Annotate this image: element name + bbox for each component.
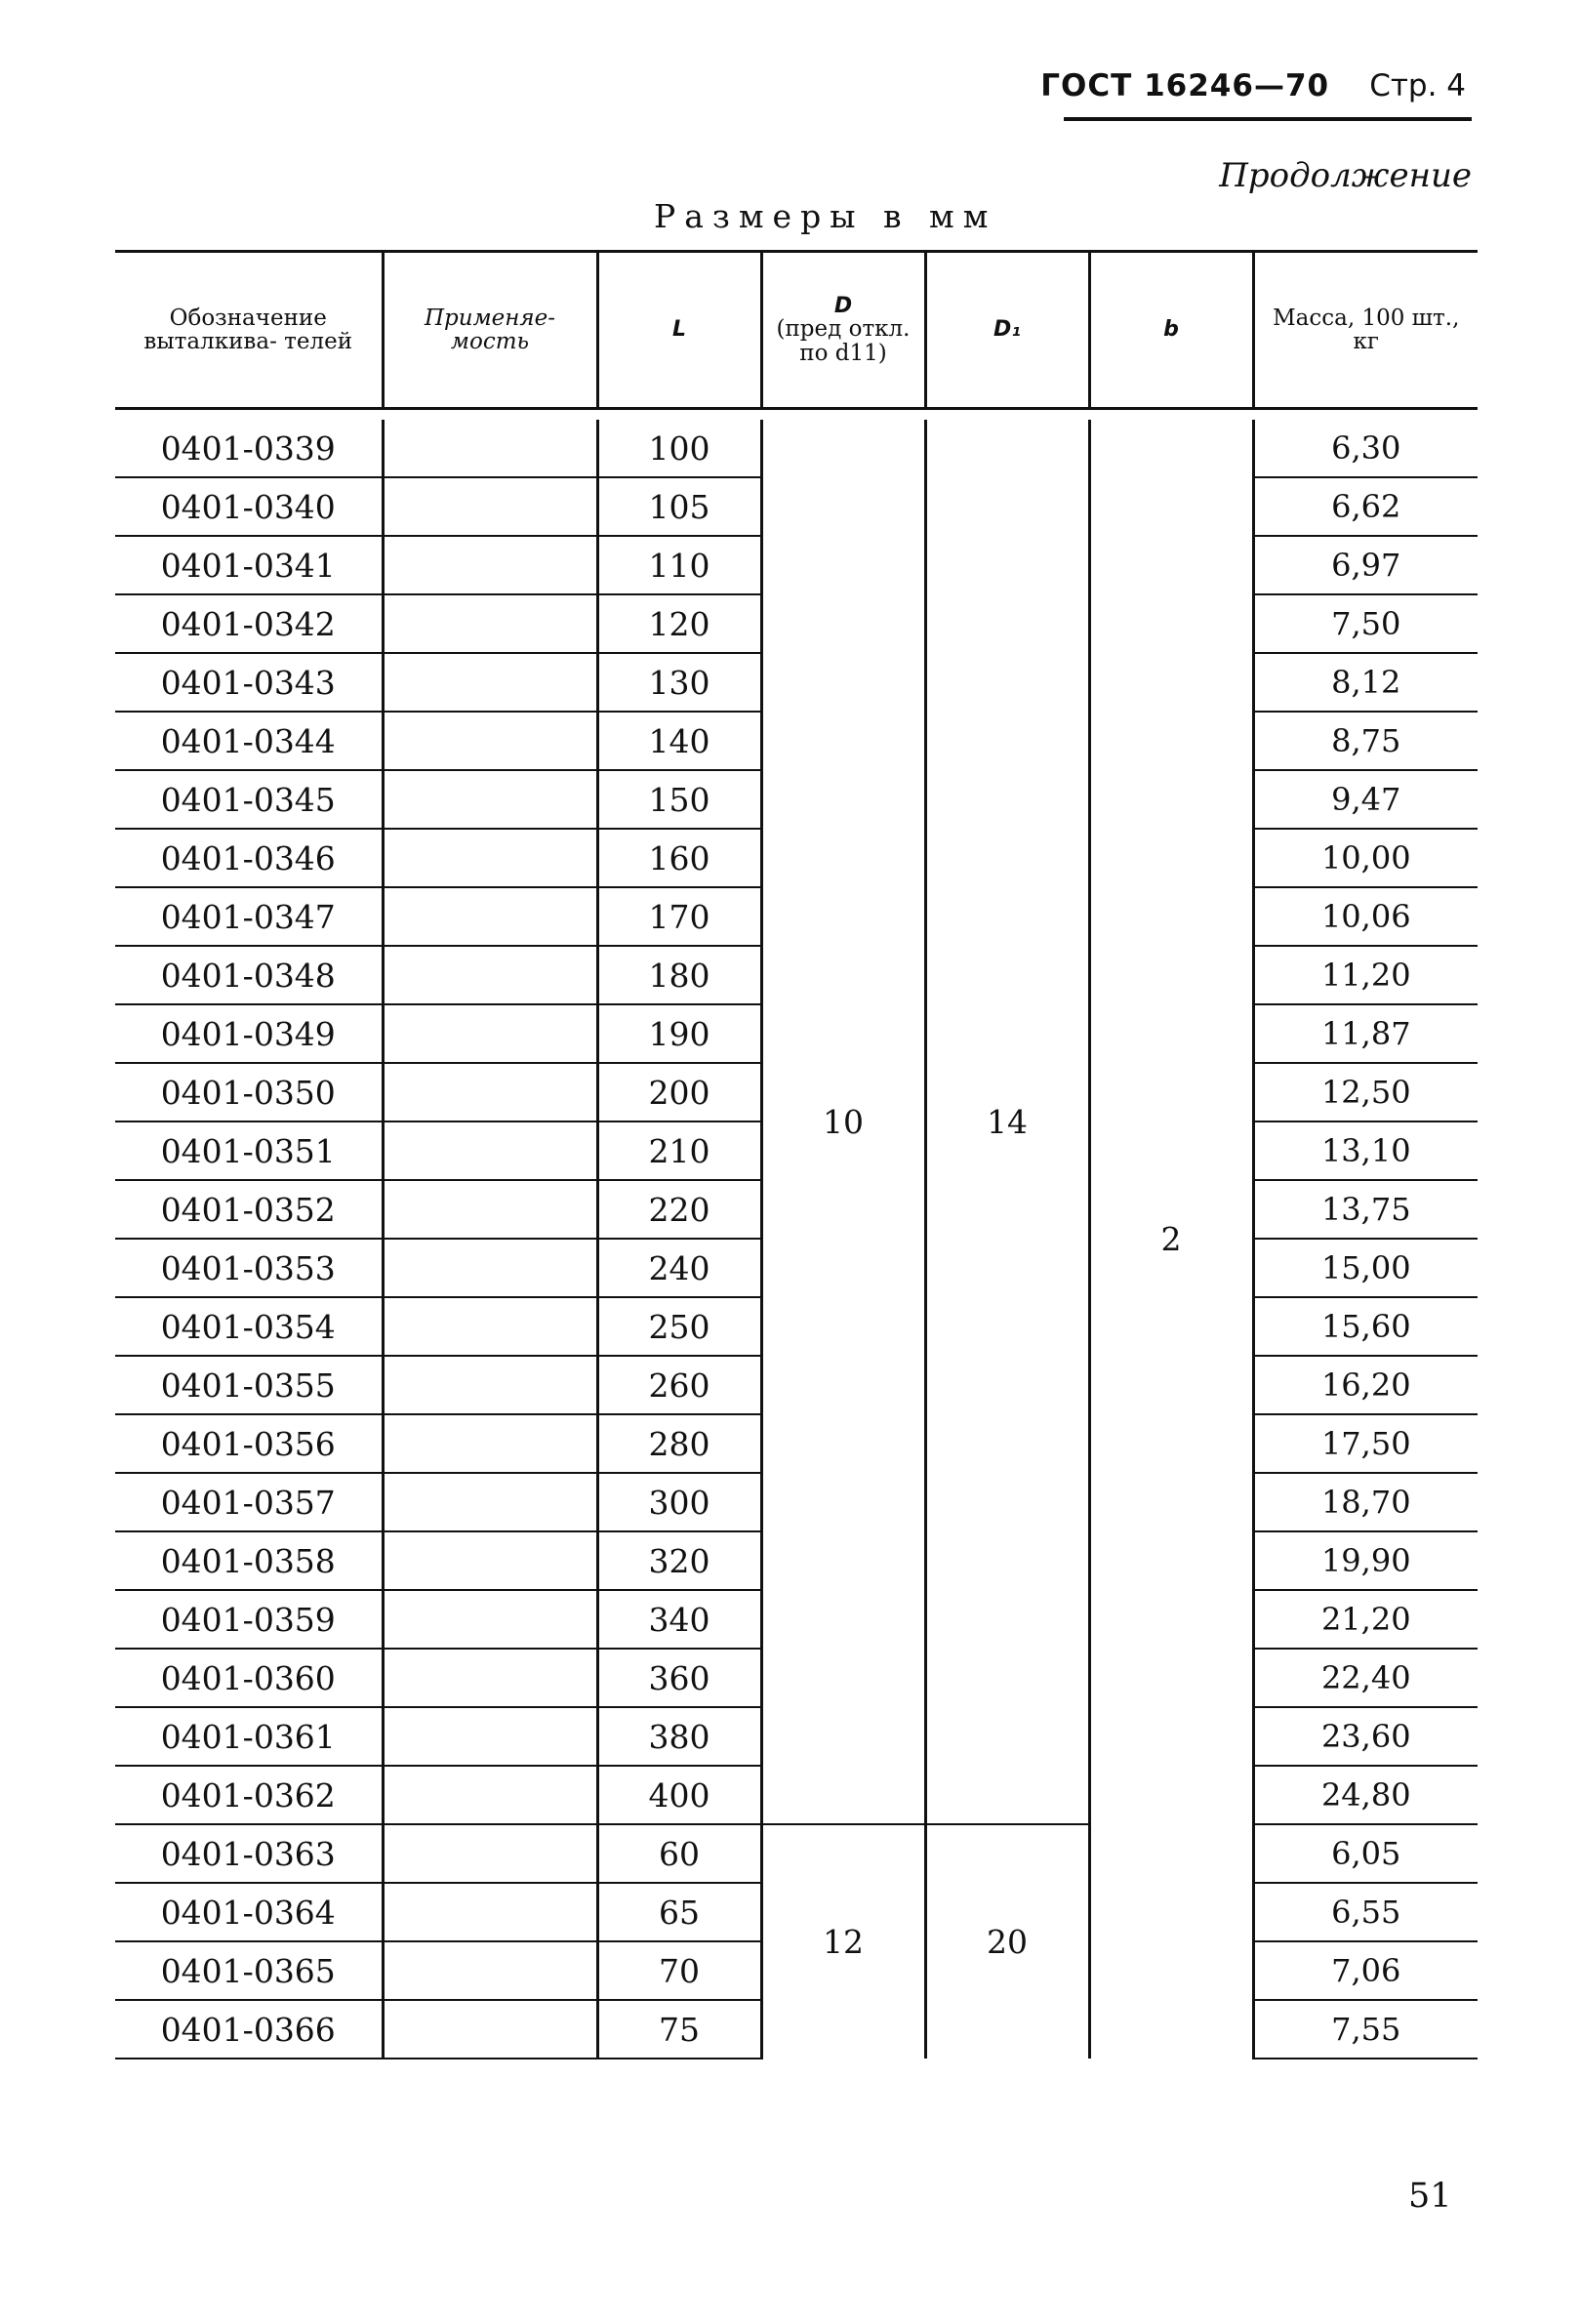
row-mass: 11,87 <box>1253 1004 1478 1063</box>
row-code: 0401-0356 <box>115 1414 383 1473</box>
row-mass: 6,62 <box>1253 477 1478 536</box>
row-mass: 13,10 <box>1253 1121 1478 1180</box>
continuation-label: Продолжение <box>1219 156 1472 195</box>
row-L: 210 <box>597 1121 761 1180</box>
row-L: 105 <box>597 477 761 536</box>
row-code: 0401-0348 <box>115 946 383 1004</box>
row-mass: 7,55 <box>1253 2000 1478 2059</box>
row-L: 150 <box>597 770 761 829</box>
row-code: 0401-0352 <box>115 1180 383 1239</box>
dimensions-table <box>115 250 1478 2059</box>
row-mass: 10,00 <box>1253 829 1478 887</box>
row-applicability <box>383 1414 597 1473</box>
row-applicability <box>383 1473 597 1531</box>
row-code: 0401-0364 <box>115 1883 383 1941</box>
row-L: 260 <box>597 1356 761 1414</box>
row-mass: 15,00 <box>1253 1239 1478 1297</box>
row-mass: 15,60 <box>1253 1297 1478 1356</box>
col-header-L: L <box>597 252 761 409</box>
row-code: 0401-0351 <box>115 1121 383 1180</box>
row-code: 0401-0354 <box>115 1297 383 1356</box>
row-code: 0401-0362 <box>115 1766 383 1824</box>
row-L: 120 <box>597 594 761 653</box>
row-L: 340 <box>597 1590 761 1649</box>
col-header-code: Обозначение выталкива- телей <box>115 252 383 409</box>
row-L: 170 <box>597 887 761 946</box>
col-header-mass: Масса, 100 шт., кг <box>1253 252 1478 409</box>
header-rule <box>1064 117 1472 121</box>
row-L: 320 <box>597 1531 761 1590</box>
row-applicability <box>383 1649 597 1707</box>
row-L: 300 <box>597 1473 761 1531</box>
row-L: 220 <box>597 1180 761 1239</box>
row-applicability <box>383 829 597 887</box>
row-L: 75 <box>597 2000 761 2059</box>
row-applicability <box>383 536 597 594</box>
col-header-D <box>761 252 925 409</box>
row-mass: 10,06 <box>1253 887 1478 946</box>
row-L: 360 <box>597 1649 761 1707</box>
row-L: 140 <box>597 712 761 770</box>
row-L: 250 <box>597 1297 761 1356</box>
row-mass: 6,30 <box>1253 420 1478 477</box>
col-header-b: b <box>1089 252 1253 409</box>
row-L: 65 <box>597 1883 761 1941</box>
row-L: 110 <box>597 536 761 594</box>
col-header-applicability: Применяе- мость <box>383 252 597 409</box>
standard-designation: ГОСТ 16246—70 <box>1040 68 1330 103</box>
row-L: 280 <box>597 1414 761 1473</box>
col-header-D-note: (пред откл. по d11) <box>776 316 911 366</box>
cell-D1: 20 <box>925 1824 1089 2059</box>
row-code: 0401-0342 <box>115 594 383 653</box>
row-code: 0401-0366 <box>115 2000 383 2059</box>
row-applicability <box>383 477 597 536</box>
page-header <box>1040 68 1466 103</box>
row-code: 0401-0349 <box>115 1004 383 1063</box>
row-L: 60 <box>597 1824 761 1883</box>
row-applicability <box>383 1063 597 1121</box>
row-applicability <box>383 1004 597 1063</box>
row-L: 130 <box>597 653 761 712</box>
row-L: 380 <box>597 1707 761 1766</box>
row-code: 0401-0355 <box>115 1356 383 1414</box>
row-applicability <box>383 1239 597 1297</box>
row-L: 70 <box>597 1941 761 2000</box>
row-applicability <box>383 420 597 477</box>
row-mass: 6,05 <box>1253 1824 1478 1883</box>
row-applicability <box>383 653 597 712</box>
row-L: 190 <box>597 1004 761 1063</box>
row-mass: 8,75 <box>1253 712 1478 770</box>
row-applicability <box>383 1356 597 1414</box>
row-code: 0401-0358 <box>115 1531 383 1590</box>
row-mass: 19,90 <box>1253 1531 1478 1590</box>
row-applicability <box>383 594 597 653</box>
table-header-row <box>115 252 1478 409</box>
col-header-D1: D₁ <box>925 252 1089 409</box>
row-applicability <box>383 1531 597 1590</box>
row-L: 200 <box>597 1063 761 1121</box>
col-header-D-symbol: D <box>833 294 853 319</box>
row-mass: 8,12 <box>1253 653 1478 712</box>
row-code: 0401-0359 <box>115 1590 383 1649</box>
table-row <box>115 420 1478 477</box>
row-mass: 6,97 <box>1253 536 1478 594</box>
row-applicability <box>383 1121 597 1180</box>
row-applicability <box>383 770 597 829</box>
page-reference: Стр. 4 <box>1369 68 1466 103</box>
row-mass: 23,60 <box>1253 1707 1478 1766</box>
row-applicability <box>383 887 597 946</box>
row-applicability <box>383 1297 597 1356</box>
row-mass: 9,47 <box>1253 770 1478 829</box>
row-applicability <box>383 1180 597 1239</box>
table-row <box>115 1824 1478 1883</box>
cell-D1: 14 <box>925 420 1089 1824</box>
row-applicability <box>383 2000 597 2059</box>
row-applicability <box>383 1941 597 2000</box>
cell-D: 10 <box>761 420 925 1824</box>
row-code: 0401-0353 <box>115 1239 383 1297</box>
row-L: 240 <box>597 1239 761 1297</box>
row-L: 400 <box>597 1766 761 1824</box>
row-mass: 18,70 <box>1253 1473 1478 1531</box>
row-applicability <box>383 1766 597 1824</box>
row-mass: 7,50 <box>1253 594 1478 653</box>
row-mass: 21,20 <box>1253 1590 1478 1649</box>
row-applicability <box>383 1707 597 1766</box>
row-code: 0401-0339 <box>115 420 383 477</box>
row-mass: 16,20 <box>1253 1356 1478 1414</box>
table-caption: Размеры в мм <box>654 197 997 235</box>
row-L: 160 <box>597 829 761 887</box>
row-code: 0401-0346 <box>115 829 383 887</box>
row-mass: 24,80 <box>1253 1766 1478 1824</box>
row-mass: 6,55 <box>1253 1883 1478 1941</box>
row-L: 100 <box>597 420 761 477</box>
row-mass: 13,75 <box>1253 1180 1478 1239</box>
row-code: 0401-0344 <box>115 712 383 770</box>
row-applicability <box>383 1824 597 1883</box>
row-code: 0401-0341 <box>115 536 383 594</box>
row-mass: 12,50 <box>1253 1063 1478 1121</box>
row-mass: 7,06 <box>1253 1941 1478 2000</box>
row-applicability <box>383 946 597 1004</box>
row-code: 0401-0363 <box>115 1824 383 1883</box>
row-code: 0401-0345 <box>115 770 383 829</box>
row-code: 0401-0360 <box>115 1649 383 1707</box>
row-code: 0401-0365 <box>115 1941 383 2000</box>
row-mass: 22,40 <box>1253 1649 1478 1707</box>
row-applicability <box>383 1883 597 1941</box>
row-applicability <box>383 1590 597 1649</box>
row-code: 0401-0350 <box>115 1063 383 1121</box>
page-number: 51 <box>1408 2177 1452 2216</box>
row-mass: 17,50 <box>1253 1414 1478 1473</box>
cell-b: 2 <box>1089 420 1253 2059</box>
row-applicability <box>383 712 597 770</box>
row-code: 0401-0357 <box>115 1473 383 1531</box>
row-code: 0401-0343 <box>115 653 383 712</box>
row-mass: 11,20 <box>1253 946 1478 1004</box>
row-code: 0401-0361 <box>115 1707 383 1766</box>
row-L: 180 <box>597 946 761 1004</box>
cell-D: 12 <box>761 1824 925 2059</box>
row-code: 0401-0347 <box>115 887 383 946</box>
row-code: 0401-0340 <box>115 477 383 536</box>
